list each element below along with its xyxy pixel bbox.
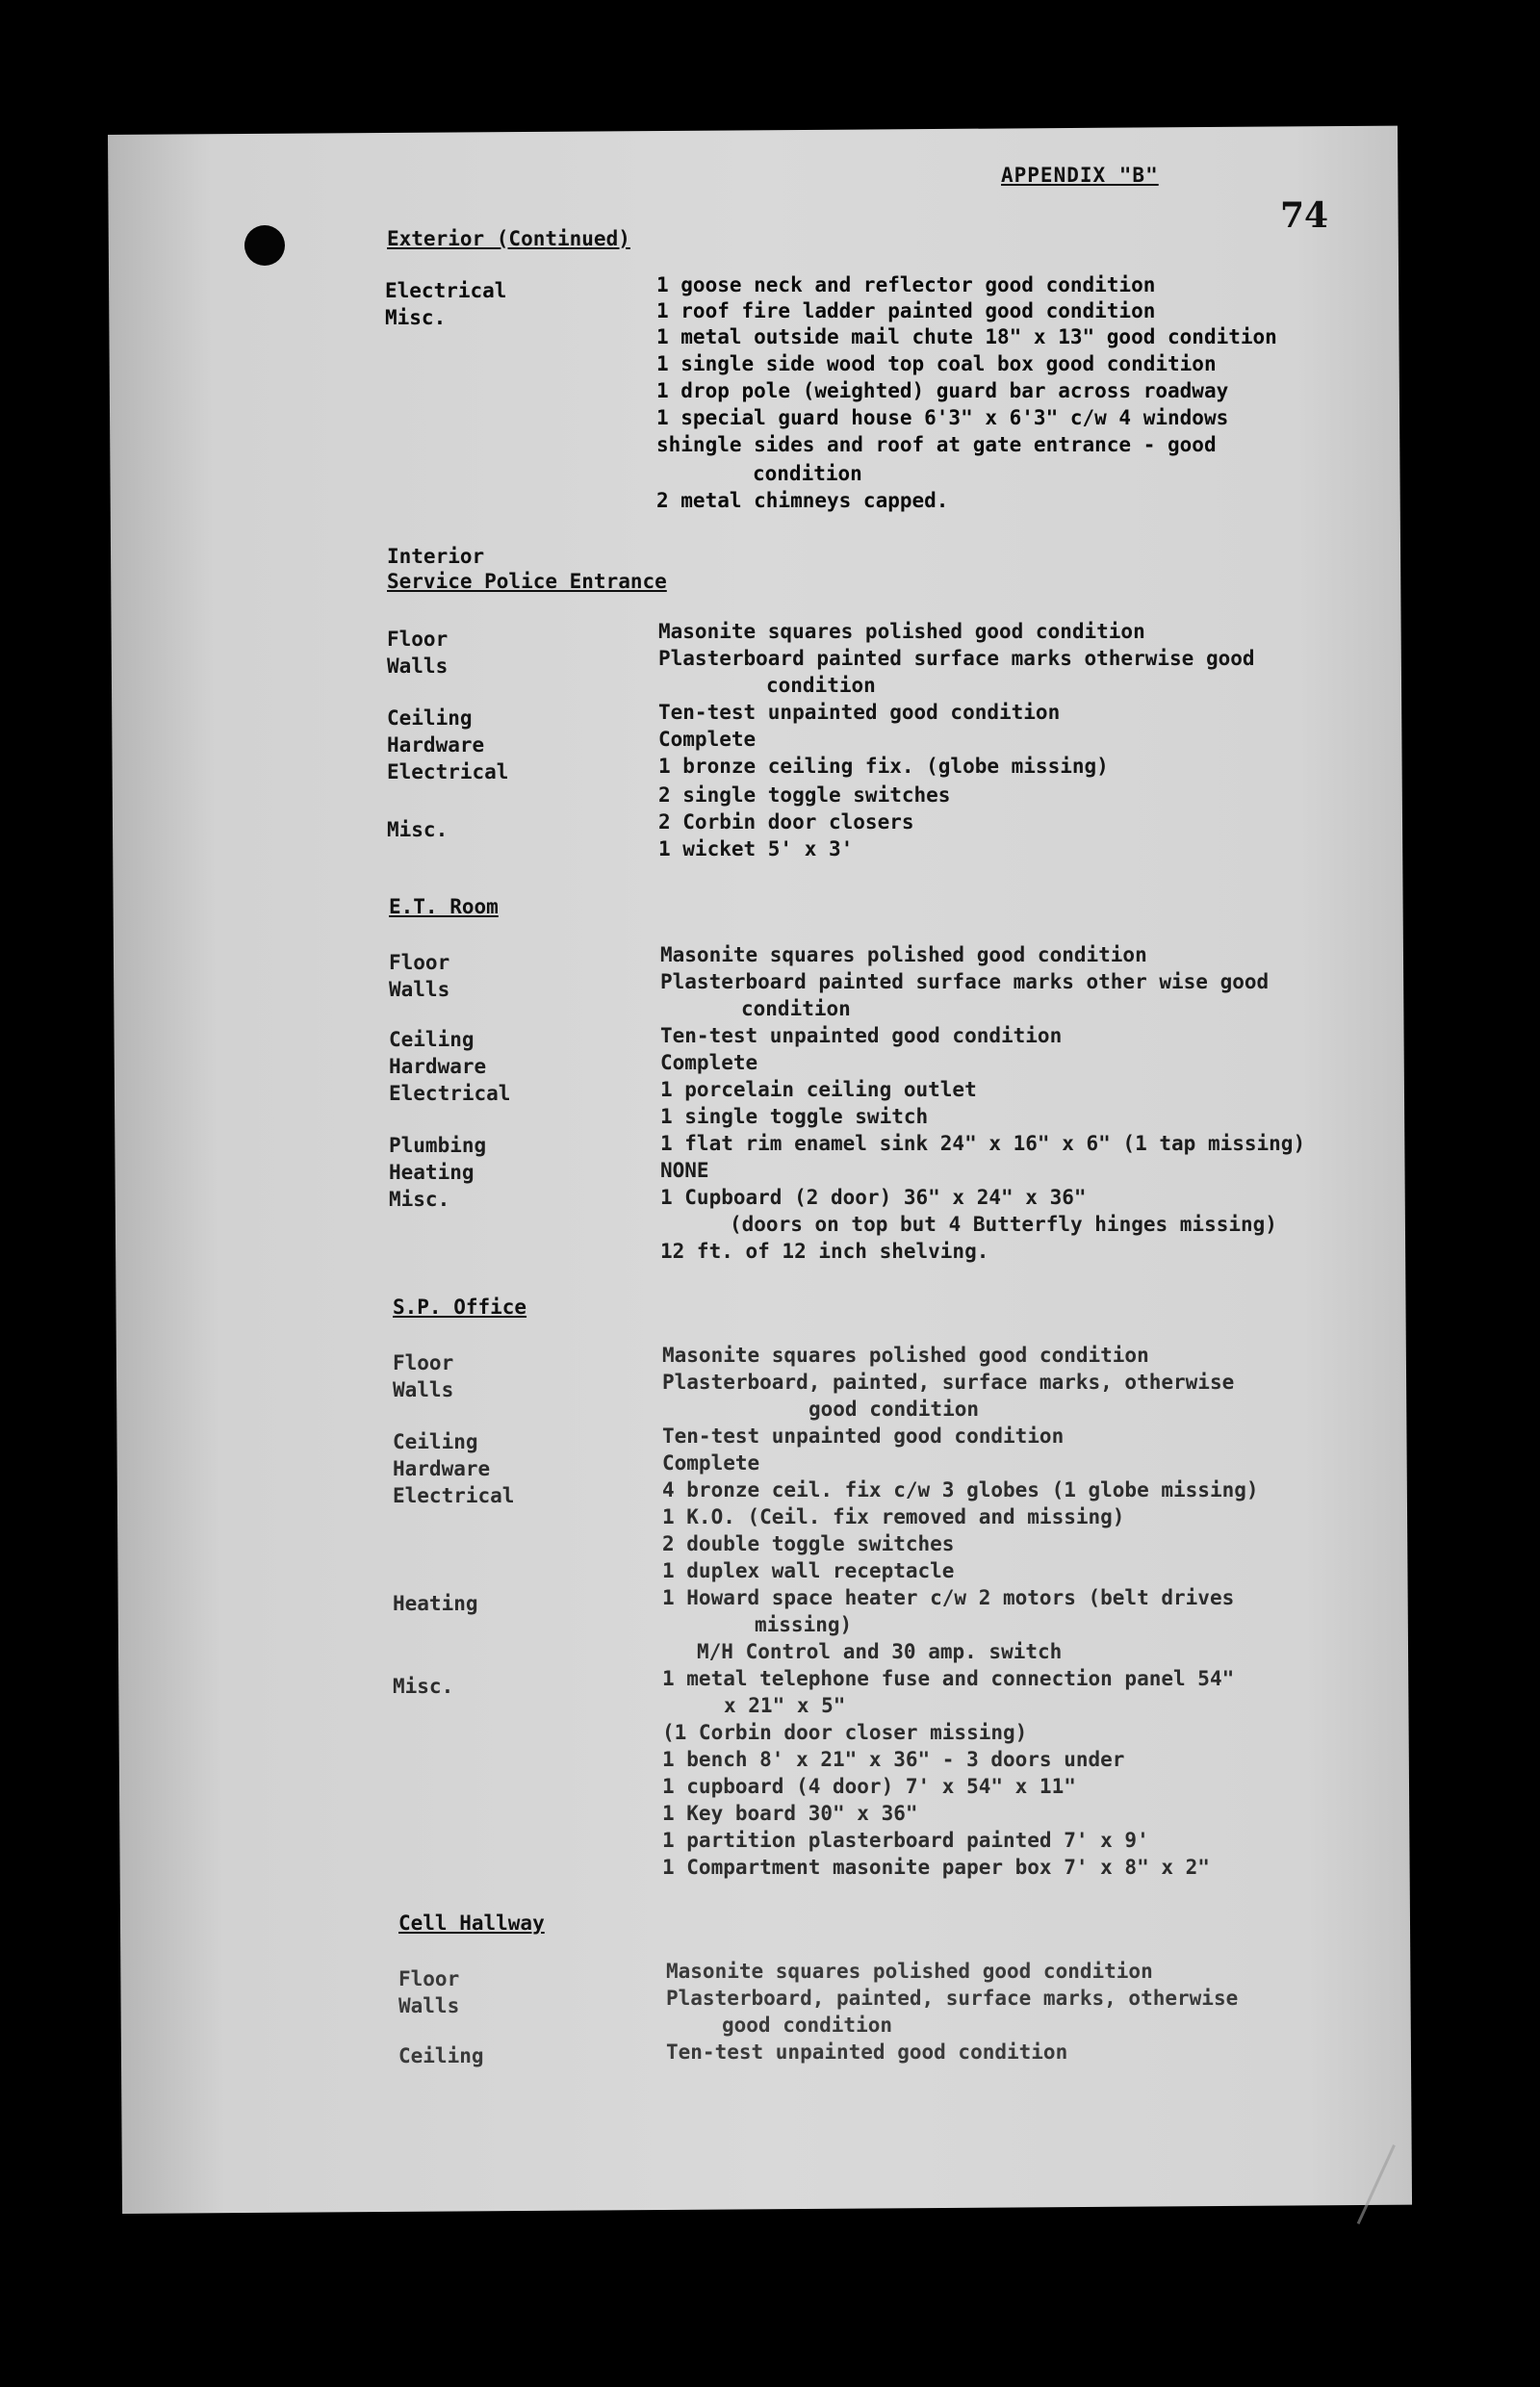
row-value: 1 duplex wall receptacle xyxy=(662,1559,955,1582)
row-value: Plasterboard, painted, surface marks, otherwise xyxy=(666,1987,1239,2010)
row-label: Walls xyxy=(393,1378,454,1401)
row-label: Misc. xyxy=(387,818,449,841)
row-value: 1 roof fire ladder painted good condition xyxy=(656,299,1156,322)
section-heading: E.T. Room xyxy=(389,895,499,918)
row-value: Masonite squares polished good condition xyxy=(662,1344,1149,1367)
row-value: (doors on top but 4 Butterfly hinges missing) xyxy=(730,1213,1277,1236)
row-label: Misc. xyxy=(393,1675,454,1698)
row-label: Walls xyxy=(389,978,450,1001)
row-label: Walls xyxy=(387,654,449,678)
row-label: Ceiling xyxy=(398,2044,484,2067)
row-value: 1 wicket 5' x 3' xyxy=(658,837,854,860)
row-value: 1 Howard space heater c/w 2 motors (belt drives xyxy=(662,1586,1235,1609)
row-value: 1 K.O. (Ceil. fix removed and missing) xyxy=(662,1505,1125,1528)
row-value: 1 Key board 30" x 36" xyxy=(662,1802,918,1825)
row-value: Masonite squares polished good condition xyxy=(666,1960,1153,1983)
row-value: M/H Control and 30 amp. switch xyxy=(697,1640,1063,1663)
row-value: 1 metal telephone fuse and connection panel 54" xyxy=(662,1667,1235,1690)
row-value: condition xyxy=(766,674,876,697)
row-value: 2 single toggle switches xyxy=(658,783,951,807)
row-value: 1 Compartment masonite paper box 7' x 8" x 2" xyxy=(662,1856,1210,1879)
row-value: 1 goose neck and reflector good condition xyxy=(656,273,1156,296)
row-value: good condition xyxy=(808,1398,980,1421)
row-label: Misc. xyxy=(385,306,447,329)
row-value: 1 porcelain ceiling outlet xyxy=(660,1078,977,1101)
row-label: Misc. xyxy=(389,1188,450,1211)
row-label: Hardware xyxy=(393,1457,491,1480)
row-value: 2 double toggle switches xyxy=(662,1532,955,1555)
section-subheading: Service Police Entrance xyxy=(387,570,667,593)
row-label: Electrical xyxy=(385,279,507,302)
row-label: Ceiling xyxy=(389,1028,475,1051)
row-value: 12 ft. of 12 inch shelving. xyxy=(660,1240,989,1263)
row-value: Ten-test unpainted good condition xyxy=(662,1424,1065,1448)
appendix-title: APPENDIX "B" xyxy=(1001,164,1159,187)
row-value: 1 bench 8' x 21" x 36" - 3 doors under xyxy=(662,1748,1125,1771)
row-value: 1 flat rim enamel sink 24" x 16" x 6" (1 tap missing) xyxy=(660,1132,1306,1155)
row-label: Hardware xyxy=(389,1055,487,1078)
row-label: Floor xyxy=(393,1351,454,1374)
row-value: Plasterboard, painted, surface marks, otherwise xyxy=(662,1371,1235,1394)
row-value: good condition xyxy=(722,2014,893,2037)
row-value: NONE xyxy=(660,1159,709,1182)
row-value: Plasterboard painted surface marks otherwise good xyxy=(658,647,1255,670)
row-value: x 21" x 5" xyxy=(724,1694,846,1717)
row-label: Plumbing xyxy=(389,1134,487,1157)
row-value: 1 single side wood top coal box good condition xyxy=(656,352,1217,375)
row-value: 1 partition plasterboard painted 7' x 9' xyxy=(662,1829,1149,1852)
row-value: Ten-test unpainted good condition xyxy=(660,1024,1063,1047)
page-number: 74 xyxy=(1280,195,1329,236)
row-value: 1 bronze ceiling fix. (globe missing) xyxy=(658,755,1109,778)
row-value: 4 bronze ceil. fix c/w 3 globes (1 globe missing) xyxy=(662,1478,1259,1502)
row-value: Ten-test unpainted good condition xyxy=(666,2040,1068,2064)
row-label: Ceiling xyxy=(393,1430,478,1453)
row-label: Electrical xyxy=(389,1082,511,1105)
row-value: 1 cupboard (4 door) 7' x 54" x 11" xyxy=(662,1775,1076,1798)
row-label: Heating xyxy=(393,1592,478,1615)
row-value: 1 Cupboard (2 door) 36" x 24" x 36" xyxy=(660,1186,1087,1209)
row-label: Floor xyxy=(387,628,449,651)
row-value: 2 Corbin door closers xyxy=(658,810,914,834)
row-value: Masonite squares polished good condition xyxy=(658,620,1145,643)
row-label: Walls xyxy=(398,1994,460,2017)
row-value: 1 special guard house 6'3" x 6'3" c/w 4 windows xyxy=(656,406,1229,429)
row-value: 1 single toggle switch xyxy=(660,1105,929,1128)
row-label: Electrical xyxy=(393,1484,515,1507)
row-label: Floor xyxy=(389,951,450,974)
row-value: Masonite squares polished good condition xyxy=(660,943,1147,966)
row-value: condition xyxy=(741,997,851,1020)
section-heading: Interior xyxy=(387,545,485,568)
row-value: 1 metal outside mail chute 18" x 13" good condition xyxy=(656,325,1277,348)
row-value: 2 metal chimneys capped. xyxy=(656,489,949,512)
section-heading: Exterior (Continued) xyxy=(387,227,630,250)
row-value: shingle sides and roof at gate entrance - good xyxy=(656,433,1217,456)
row-label: Floor xyxy=(398,1967,460,1990)
row-label: Electrical xyxy=(387,760,509,783)
row-label: Heating xyxy=(389,1161,475,1184)
row-value: Ten-test unpainted good condition xyxy=(658,701,1061,724)
row-label: Hardware xyxy=(387,733,485,757)
row-value: Complete xyxy=(658,728,757,751)
row-value: 1 drop pole (weighted) guard bar across roadway xyxy=(656,379,1229,402)
row-value: (1 Corbin door closer missing) xyxy=(662,1721,1028,1744)
row-value: Complete xyxy=(662,1451,760,1475)
row-value: condition xyxy=(753,462,862,485)
row-value: Plasterboard painted surface marks other wise good xyxy=(660,970,1270,993)
row-label: Ceiling xyxy=(387,706,473,730)
section-heading: S.P. Office xyxy=(393,1296,527,1319)
row-value: missing) xyxy=(755,1613,853,1636)
section-heading: Cell Hallway xyxy=(398,1912,545,1935)
row-value: Complete xyxy=(660,1051,758,1074)
